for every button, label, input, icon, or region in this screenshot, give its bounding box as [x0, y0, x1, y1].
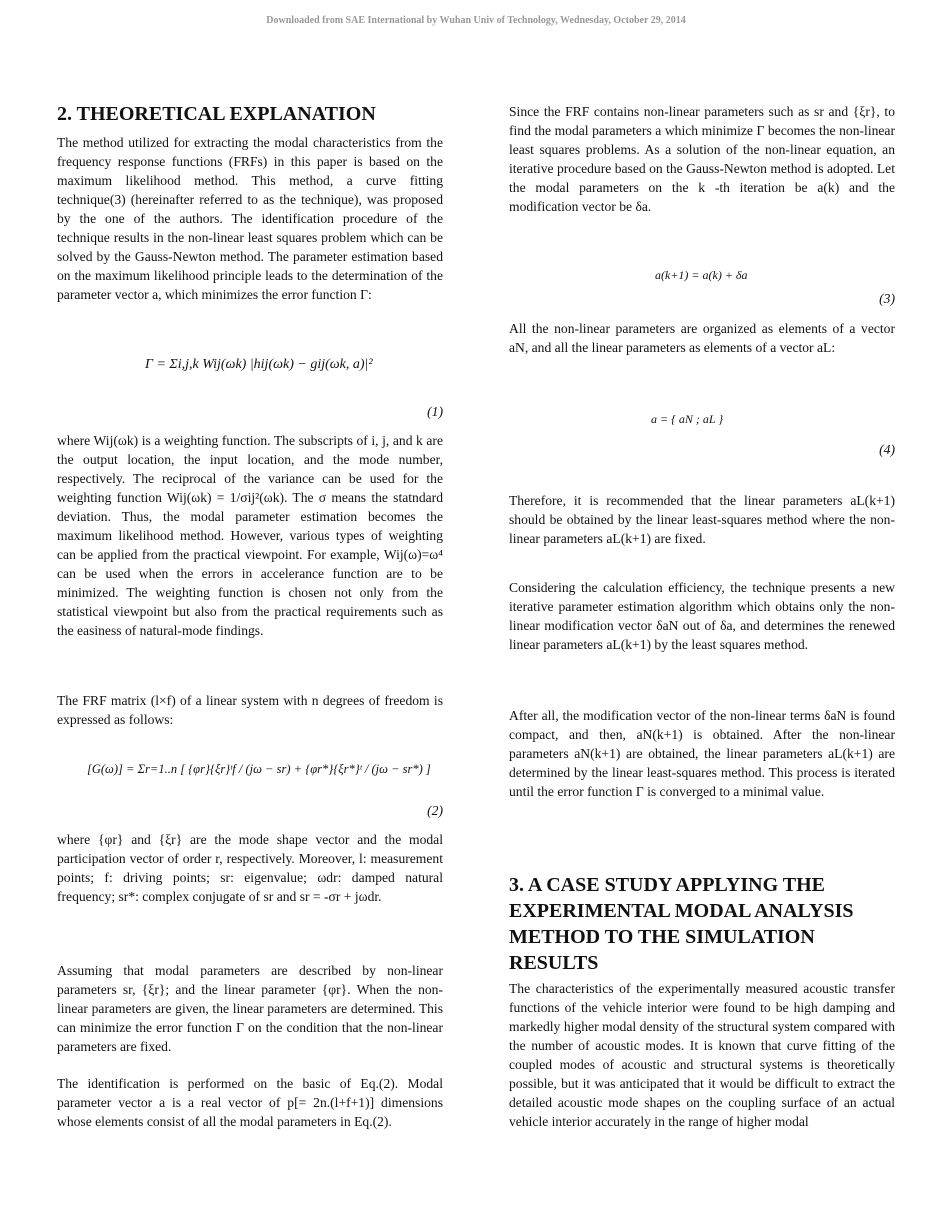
paragraph: Considering the calculation efficiency, the technique presents a new iterative parameter estimation algorithm which obtains only the non-linear modification vector δaN out of δa, and determines the renewed linear parameters aL(k+1) by the least squares method. [509, 580, 895, 652]
paragraph: All the non-linear parameters are organized as elements of a vector aN, and all the linear parameters as elements of a vector aL: [509, 321, 895, 355]
equation-number: (4) [879, 442, 895, 457]
equation-4: a = { aN ; aL } [651, 412, 724, 426]
equation-3: a(k+1) = a(k) + δa [655, 268, 748, 282]
equation-2: [G(ω)] = Σr=1..n [ {φr}{ξr}ᵗf / (jω − sr) + {φr*}{ξr*}ᵗ / (jω − sr*) ] [87, 762, 431, 776]
section-heading-2: 2. THEORETICAL EXPLANATION [57, 103, 376, 125]
paragraph: The identification is performed on the basic of Eq.(2). Modal parameter vector a is a real vector of p[= 2n.(l+f+1)] dimensions whose elements consist of all the modal parameters in Eq.(2). [57, 1076, 443, 1129]
equation-number: (2) [427, 803, 443, 818]
section-heading-3: 3. A CASE STUDY APPLYING THE EXPERIMENTAL MODAL ANALYSIS METHOD TO THE SIMULATION RESULTS [509, 874, 854, 974]
right-column [509, 0, 895, 1232]
paragraph: The characteristics of the experimentally measured acoustic transfer functions of the vehicle interior were found to be high damping and markedly higher modal density of the structural system compared with the number of acoustic modes. It is known that curve fitting of the coupled modes of acoustic and structural systems is theoretically possible, but it was anticipated that it would be difficult to extract the detailed acoustic mode shapes on the coupling surface of an actual vehicle interior accurately in the range of higher modal [509, 981, 895, 1129]
equation-number: (1) [427, 404, 443, 419]
equation-number: (3) [879, 291, 895, 306]
paragraph: Therefore, it is recommended that the linear parameters aL(k+1) should be obtained by the linear least-squares method where the non-linear parameters aL(k+1) are fixed. [509, 493, 895, 546]
equation-1: Γ = Σi,j,k Wij(ωk) |hij(ωk) − gij(ωk, a)|² [145, 357, 373, 372]
paragraph: The method utilized for extracting the modal characteristics from the frequency response functions (FRFs) in this paper is based on the maximum likelihood method. This method, a curve fitting technique(3) (hereinafter referred to as the technique), was proposed by the one of the authors. The identification procedure of the technique results in the non-linear least squares problem which can be solved by the Gauss-Newton method. The parameter estimation based on the maximum likelihood principle leads to the determination of the parameter vector a, which minimizes the error function Γ: [57, 135, 443, 302]
paragraph: Since the FRF contains non-linear parameters such as sr and {ξr}, to find the modal parameters a which minimize Γ becomes the non-linear least squares problems. As a solution of the non-linear equation, an iterative procedure based on the Gauss-Newton method is adopted. Let the modal parameters on the k -th iteration be a(k) and the modification vector be δa. [509, 104, 895, 214]
paragraph: The FRF matrix (l×f) of a linear system with n degrees of freedom is expressed as follows: [57, 693, 443, 727]
paragraph: After all, the modification vector of the non-linear terms δaN is found compact, and then, aN(k+1) is obtained. After the non-linear parameters aN(k+1) are obtained, the linear parameters aL(k+1) are determined by the linear least-squares method. This process is iterated until the error function Γ is converged to a minimal value. [509, 708, 895, 799]
paragraph: Assuming that modal parameters are described by non-linear parameters sr, {ξr}; and the linear parameter {φr}. When the non-linear parameters are given, the linear parameters are determined. This can minimize the error function Γ on the condition that the non-linear parameters are fixed. [57, 963, 443, 1054]
left-column [57, 0, 443, 1232]
paragraph: where {φr} and {ξr} are the mode shape vector and the modal participation vector of order r, respectively. Moreover, l: measurement points; f: driving points; sr: eigenvalue; ωdr: damped natural frequency; sr*: complex conjugate of sr and sr = -σr + jωdr. [57, 832, 443, 904]
download-header: Downloaded from SAE International by Wuhan Univ of Technology, Wednesday, October 29, 2014 [266, 15, 686, 26]
paragraph: where Wij(ωk) is a weighting function. The subscripts of i, j, and k are the output location, the input location, and the mode number, respectively. The reciprocal of the variance can be used for the weighting function Wij(ωk) = 1/σij²(ωk). The σ means the statndard deviation. Thus, the modal parameter estimation becomes the maximum likelihood method. However, various types of weighting can be applied from the practical viewpoint. For example, Wij(ω)=ω⁴ can be used when the errors in accelerance function are to be minimized. The weighting function is chosen not only from the statistical viewpoint but also from the practical requirements such as the easiness of natural-mode findings. [57, 433, 443, 638]
